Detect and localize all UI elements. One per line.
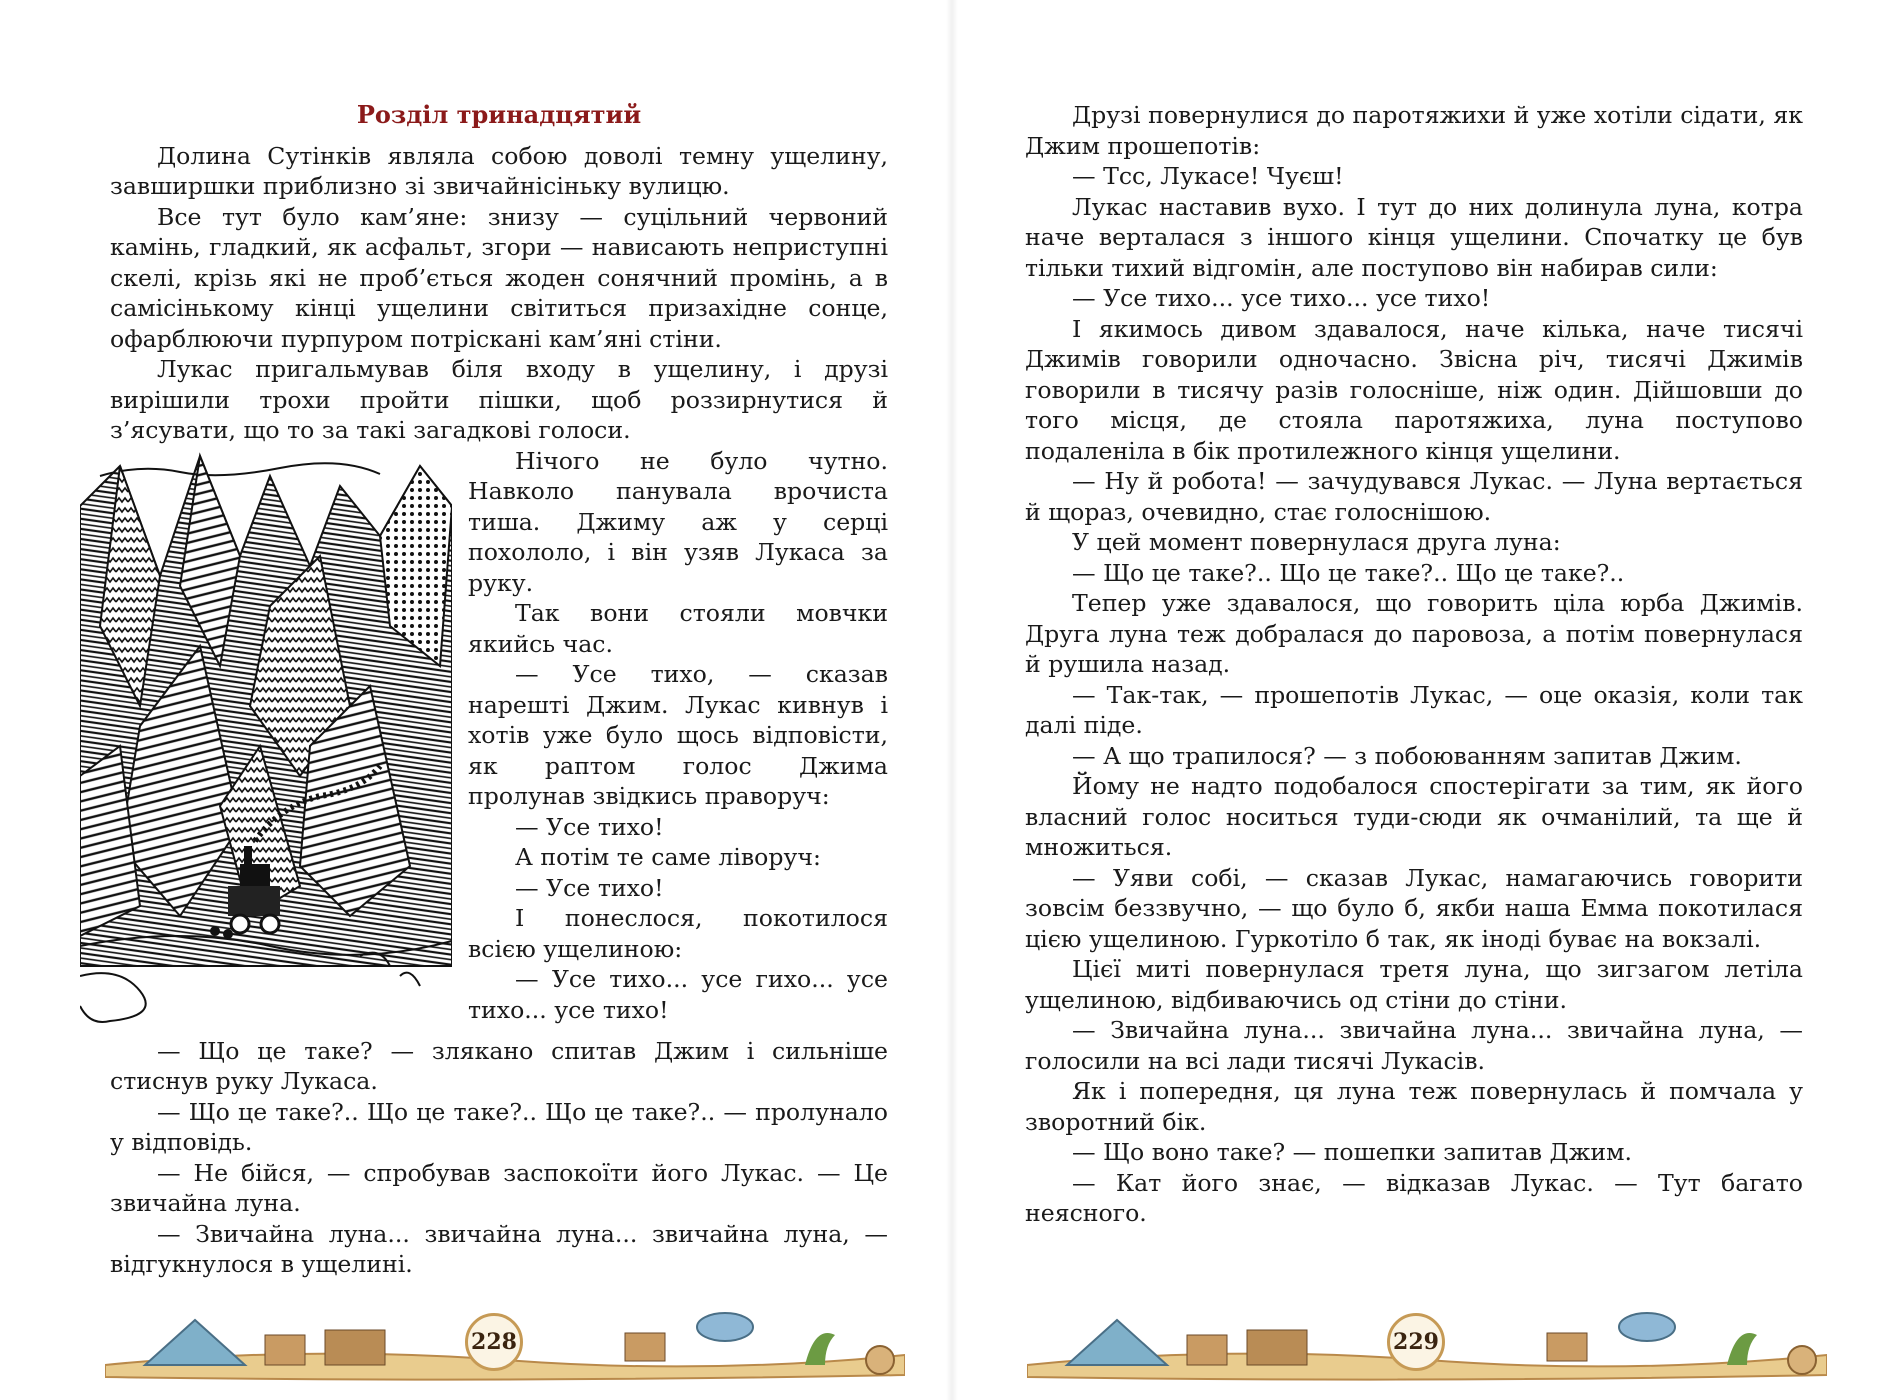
paragraph: А потім те саме ліворуч:: [515, 843, 821, 871]
mountain-illustration: [80, 446, 452, 1036]
paragraph: Лукас пригальмував біля входу в ущелину, і друзі вирішили трохи пройти пішки, щоб роззирнутися й з’ясувати, що то за такі загадкові голоси.: [110, 355, 888, 444]
paragraph: — Звичайна луна... звичайна луна... звичайна луна, — голосили на всі лади тисячі Лукасів.: [1025, 1016, 1803, 1075]
paragraph: — Так-так, — прошепотів Лукас, — оце оказія, коли так далі піде.: [1025, 680, 1803, 739]
paragraph: — Уяви собі, — сказав Лукас, намагаючись говорити зовсім беззвучно, — що було б, якби наша Емма покотилася цією ущелиною. Гуркотіло б так, як іноді буває на вокзалі.: [1025, 863, 1803, 953]
paragraph: — Ну й робота! — зачудувався Лукас. — Луна вертається й щораз, очевидно, стає голоснішою.: [1025, 467, 1803, 526]
paragraph: Долина Сутінків являла собою доволі темну ущелину, завширшки приблизно зі звичайнісіньку вулицю.: [110, 141, 888, 200]
paragraph: — Що це таке?.. Що це таке?.. Що це таке?.. — пролунало у відповідь.: [110, 1097, 888, 1156]
right-text-column: [1025, 100, 1803, 1229]
paragraph: Цієї миті повернулася третя луна, що зигзагом летіла ущелиною, відбиваючись од стіни до стіни.: [1025, 955, 1803, 1014]
paragraph: Друзі повернулися до паротяжихи й уже хотіли сідати, як Джим прошепотів:: [1025, 101, 1803, 160]
paragraph: У цей момент повернулася друга луна:: [1072, 528, 1561, 556]
paragraph: — Усе тихо, — сказав нарешті Джим. Лукас кивнув і хотів уже було щось відповісти, як раптом голос Джима пролунав звідкись праворуч:: [468, 660, 888, 810]
paragraph: — Тсс, Лукасе! Чуєш!: [1072, 162, 1344, 190]
decorative-footer-band: [1027, 1305, 1827, 1385]
paragraph: — Усе тихо... усе гихо... усе тихо... усе тихо!: [468, 965, 888, 1024]
paragraph: Так вони стояли мовчки якийсь час.: [468, 599, 888, 658]
page-number: 228: [465, 1313, 523, 1371]
paragraph: Нічого не було чутно. Навколо панувала врочиста тиша. Джиму аж у серці похололо, і він узяв Лукаса за руку.: [468, 446, 888, 597]
paragraph: — А що трапилося? — з побоюванням запитав Джим.: [1072, 741, 1742, 770]
paragraph: — Не бійся, — спробував заспокоїти його Лукас. — Це звичайна луна.: [110, 1158, 888, 1217]
page-number: 229: [1387, 1313, 1445, 1371]
paragraph: Йому не надто подобалося спостерігати за тим, як його власний голос носиться туди-сюди як очманілий, та ще й множиться.: [1025, 772, 1803, 861]
left-text-column: [110, 100, 888, 1280]
paragraph: І якимось дивом здавалося, наче кілька, наче тисячі Джимів говорили одночасно. Звісна річ, тисячі Джимів говорили в тисячу разів голосніше, ніж один. Дійшовши до того місця, де стояла паротяжиха, луна поступово подаленіла в бік протилежного кінця ущелини.: [1025, 314, 1803, 465]
paragraph: — Звичайна луна... звичайна луна... звичайна луна, — відгукнулося в ущелині.: [110, 1219, 888, 1278]
paragraph: — Що це таке?.. Що це таке?.. Що це таке?..: [1072, 558, 1625, 587]
decorative-footer-band: [105, 1305, 905, 1385]
paragraph: — Усе тихо... усе тихо... усе тихо!: [1072, 284, 1491, 312]
paragraph: — Усе тихо!: [515, 812, 664, 841]
paragraph: — Кат його знає, — відказав Лукас. — Тут багато неясного.: [1025, 1168, 1803, 1227]
paragraph: Лукас наставив вухо. І тут до них долинула луна, котра наче верталася з іншого кінця ущелини. Спочатку це був тільки тихий відгомін, але поступово він набирав сили:: [1025, 192, 1803, 282]
paragraph: — Що воно таке? — пошепки запитав Джим.: [1072, 1138, 1632, 1166]
chapter-title: Розділ тринадцятий: [356, 100, 642, 129]
paragraph: Як і попередня, ця луна теж повернулась й помчала у зворотний бік.: [1025, 1077, 1803, 1136]
paragraph: Тепер уже здавалося, що говорить ціла юрба Джимів. Друга луна теж добралася до паровоза, а потім повернулася й рушила назад.: [1025, 589, 1803, 678]
paragraph: — Усе тихо!: [515, 873, 664, 902]
paragraph: — Що це таке? — злякано спитав Джим і сильніше стиснув руку Лукаса.: [110, 1036, 888, 1095]
right-page: [952, 0, 1904, 1400]
paragraph: Все тут було кам’яне: знизу — суцільний червоний камінь, гладкий, як асфальт, згори — нависають неприступні скелі, крізь які не проб’ється жоден сонячний промінь, а в самісінькому кінці ущелини світиться призахідне сонце, офарблюючи пурпуром потріскані кам’яні стіни.: [110, 202, 888, 353]
paragraph: І понеслося, покотилося всією ущелиною:: [468, 904, 888, 963]
